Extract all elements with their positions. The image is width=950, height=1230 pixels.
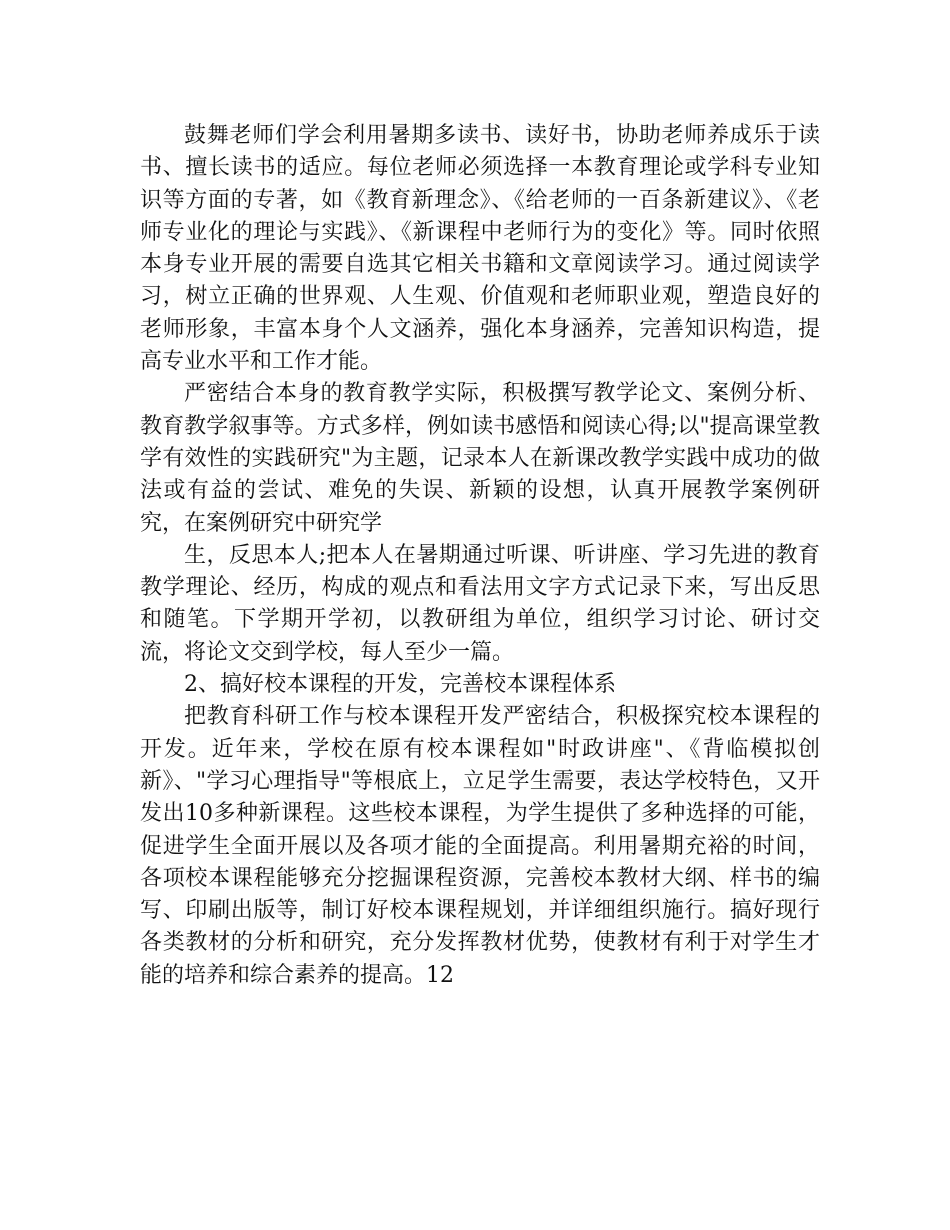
paragraph-curriculum-development: 把教育科研工作与校本课程开发严密结合，积极探究校本课程的开发。近年来，学校在原有校本课程如"时政讲座"、《背临模拟创新》、"学习心理指导"等根底上，立足学生需要，表达学校特色，又开发出10多种新课程。这些校本课程，为学生提供了多种选择的可能，促进学生全面开展以及各项才能的全面提高。利用暑期充裕的时间，各项校本课程能够充分挖掘课程资源，完善校本教材大纲、样书的编写、印刷出版等，制订好校本课程规划，并详细组织施行。搞好现行各类教材的分析和研究，充分发挥教材优势，使教材有利于对学生才能的培养和综合素养的提高。12 xyxy=(140,704,820,988)
paragraph-teaching-papers: 严密结合本身的教育教学实际，积极撰写教学论文、案例分析、教育教学叙事等。方式多样，例如读书感悟和阅读心得;以"提高课堂教学有效性的实践研究"为主题，记录本人在新课改教学实践中成功的做法或有益的尝试、难免的失误、新颖的设想，认真开展教学案例研究，在案例研究中研究学 xyxy=(140,381,820,536)
paragraph-reflection: 生，反思本人;把本人在暑期通过听课、听讲座、学习先进的教育教学理论、经历，构成的观点和看法用文字方式记录下来，写出反思和随笔。下学期开学初，以教研组为单位，组织学习讨论、研讨交流，将论文交到学校，每人至少一篇。 xyxy=(140,542,820,665)
section-heading-school-curriculum: 2、搞好校本课程的开发，完善校本课程体系 xyxy=(184,672,616,698)
paragraph-reading-encouragement: 鼓舞老师们学会利用暑期多读书、读好书，协助老师养成乐于读书、擅长读书的适应。每位老师必须选择一本教育理论或学科专业知识等方面的专著，如《教育新理念》、《给老师的一百条新建议》、《老师专业化的理论与实践》、《新课程中老师行为的变化》等。同时依照本身专业开展的需要自选其它相关书籍和文章阅读学习。通过阅读学习，树立正确的世界观、人生观、价值观和老师职业观，塑造良好的老师形象，丰富本身个人文涵养，强化本身涵养，完善知识构造，提高专业水平和工作才能。 xyxy=(140,123,820,375)
document-body xyxy=(140,120,820,992)
